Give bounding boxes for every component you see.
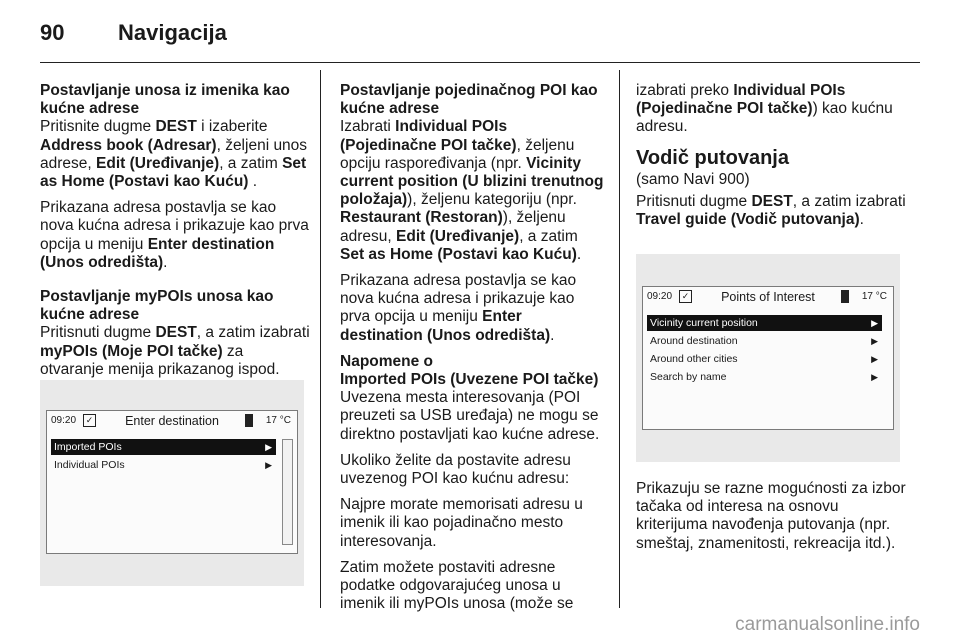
column-3 [636,82,906,237]
menu-reference: Edit (Uređivanje) [396,227,520,245]
status-bar [47,411,297,433]
paragraph: Prikazana adresa postavlja se kao nova kućna adresa i prikazuje kao prva opcija u meniju Enter destination (Unos odredišta). [340,272,577,344]
menu-reference: Individual POIs (Pojedinačne POI tačke) [636,82,846,118]
paragraph: Pritisnite dugme DEST i izaberite Address book (Adresar), željeni unos adrese, Edit (Uređivanje), a zatim Set as Home (Postavi kao Kuću) . [40,118,308,191]
paragraph: Izabrati Individual POIs (Pojedinačne POI tačke), željenu opciju raspoređivanja (npr. Vicinity current position (U blizini trenutnog položaja)), željenu kategoriju (npr. Restaurant (Restoran)), željenu adresu, Edit (Uređivanje), a zatim Set as Home (Postavi kao Kuću). [340,118,604,263]
menu-item-label: Around other cities [650,353,738,365]
menu-reference: Restaurant (Restoran) [340,209,503,227]
display-screen [46,410,298,554]
arrow-right-icon: ▶ [871,336,878,346]
menu-reference: Vicinity current position (U blizini trenutnog položaja) [340,154,604,209]
arrow-right-icon: ▶ [871,372,878,382]
section-heading: Postavljanje unosa iz imenika kao kućne adrese [40,82,290,118]
temperature: 17 °C [861,291,887,302]
column-1 [40,82,310,387]
menu-reference: Individual POIs (Pojedinačne POI tačke) [340,118,517,154]
clock: 09:20 [647,291,673,302]
screenshot-points-of-interest [636,254,900,462]
page-header [40,18,920,63]
section-heading: Postavljanje pojedinačnog POI kao kućne adrese [340,82,598,118]
menu-reference: Enter destination (Unos odredišta) [40,235,275,271]
section-heading: Postavljanje myPOIs unosa kao kućne adrese [40,288,274,324]
column-3-lower [636,480,906,561]
thermometer-icon [841,290,849,303]
paragraph: Prikazuju se razne mogućnosti za izbor tačaka od interesa na osnovu kriterijuma navođenja putovanja (npr. smeštaj, znamenitosti, rekreacija itd.). [636,480,906,552]
clock: 09:20 [51,415,77,426]
paragraph: Najpre morate memorisati adresu u imenik ili kao pojadinačno mesto interesovanja. [340,496,583,550]
page-number: 90 [40,20,65,45]
column-2 [340,82,605,621]
menu-reference: DEST [155,324,197,342]
paragraph: Uvezena mesta interesovanja (POI preuzeti sa USB uređaja) ne mogu se direktno postavljati kao kućne adrese. [340,389,600,443]
check-icon: ✓ [83,414,96,427]
scrollbar[interactable] [282,439,293,545]
menu-reference: Set as Home (Postavi kao Kuću) [340,245,577,263]
menu-reference: Address book (Adresar) [40,136,217,154]
menu-item-search-by-name[interactable] [647,369,882,385]
paragraph: izabrati preko Individual POIs (Pojedinačne POI tačke)) kao kućnu adresu. [636,82,893,136]
paragraph: Zatim možete postaviti adresne podatke odgovarajućeg unosa u imenik ili myPOIs unosa (može se [340,558,574,613]
menu-reference: Travel guide (Vodič putovanja) [636,211,860,229]
screen-title: Enter destination [125,414,219,428]
screen-title: Points of Interest [721,290,815,304]
menu-item-individual-pois[interactable] [51,457,276,473]
column-divider [619,70,620,608]
paragraph: Ukoliko želite da postavite adresu uvezenog POI kao kućnu adresu: [340,451,571,488]
check-icon: ✓ [679,290,692,303]
page-title: Navigacija [118,20,227,45]
menu-item-around-other-cities[interactable] [647,351,882,367]
arrow-right-icon: ▶ [871,354,878,364]
thermometer-icon [245,414,253,427]
column-divider [320,70,321,608]
menu-reference: Edit (Uređivanje) [96,154,220,172]
watermark: carmanualsonline.info [735,614,920,635]
menu-item-vicinity-current-position[interactable] [647,315,882,331]
menu-reference: DEST [155,118,197,136]
menu-item-label: Individual POIs [54,459,125,471]
display-screen [642,286,894,430]
menu-reference: myPOIs (Moje POI tačke) [40,342,223,360]
note-heading: Imported POIs (Uvezene POI tačke) [340,371,599,389]
screenshot-enter-destination [40,380,304,586]
menu-item-label: Vicinity current position [650,317,758,329]
menu-item-label: Imported POIs [54,441,122,453]
paragraph: Pritisnuti dugme DEST, a zatim izabrati Travel guide (Vodič putovanja). [636,192,906,229]
note-heading: Napomene o [340,352,434,370]
temperature: 17 °C [265,415,291,426]
menu-item-label: Search by name [650,371,727,383]
section-subtitle: (samo Navi 900) [636,170,750,188]
paragraph: Pritisnuti dugme DEST, a zatim izabrati myPOIs (Moje POI tačke) za otvaranje menija prikazanog ispod. [40,324,310,378]
menu-item-imported-pois[interactable] [51,439,276,455]
menu-reference: DEST [751,192,793,210]
menu-item-label: Around destination [650,335,738,347]
menu-reference: Enter destination (Unos odredišta) [340,308,551,344]
paragraph: Prikazana adresa postavlja se kao nova kućna adresa i prikazuje kao prva opcija u meniju Enter destination (Unos odredišta). [40,199,309,271]
section-title: Vodič putovanja [636,146,789,169]
status-bar [643,287,893,309]
menu-reference: Set as Home (Postavi kao Kuću) [40,154,307,191]
arrow-right-icon: ▶ [265,460,272,470]
arrow-right-icon: ▶ [871,318,878,328]
menu-item-around-destination[interactable] [647,333,882,349]
arrow-right-icon: ▶ [265,442,272,452]
